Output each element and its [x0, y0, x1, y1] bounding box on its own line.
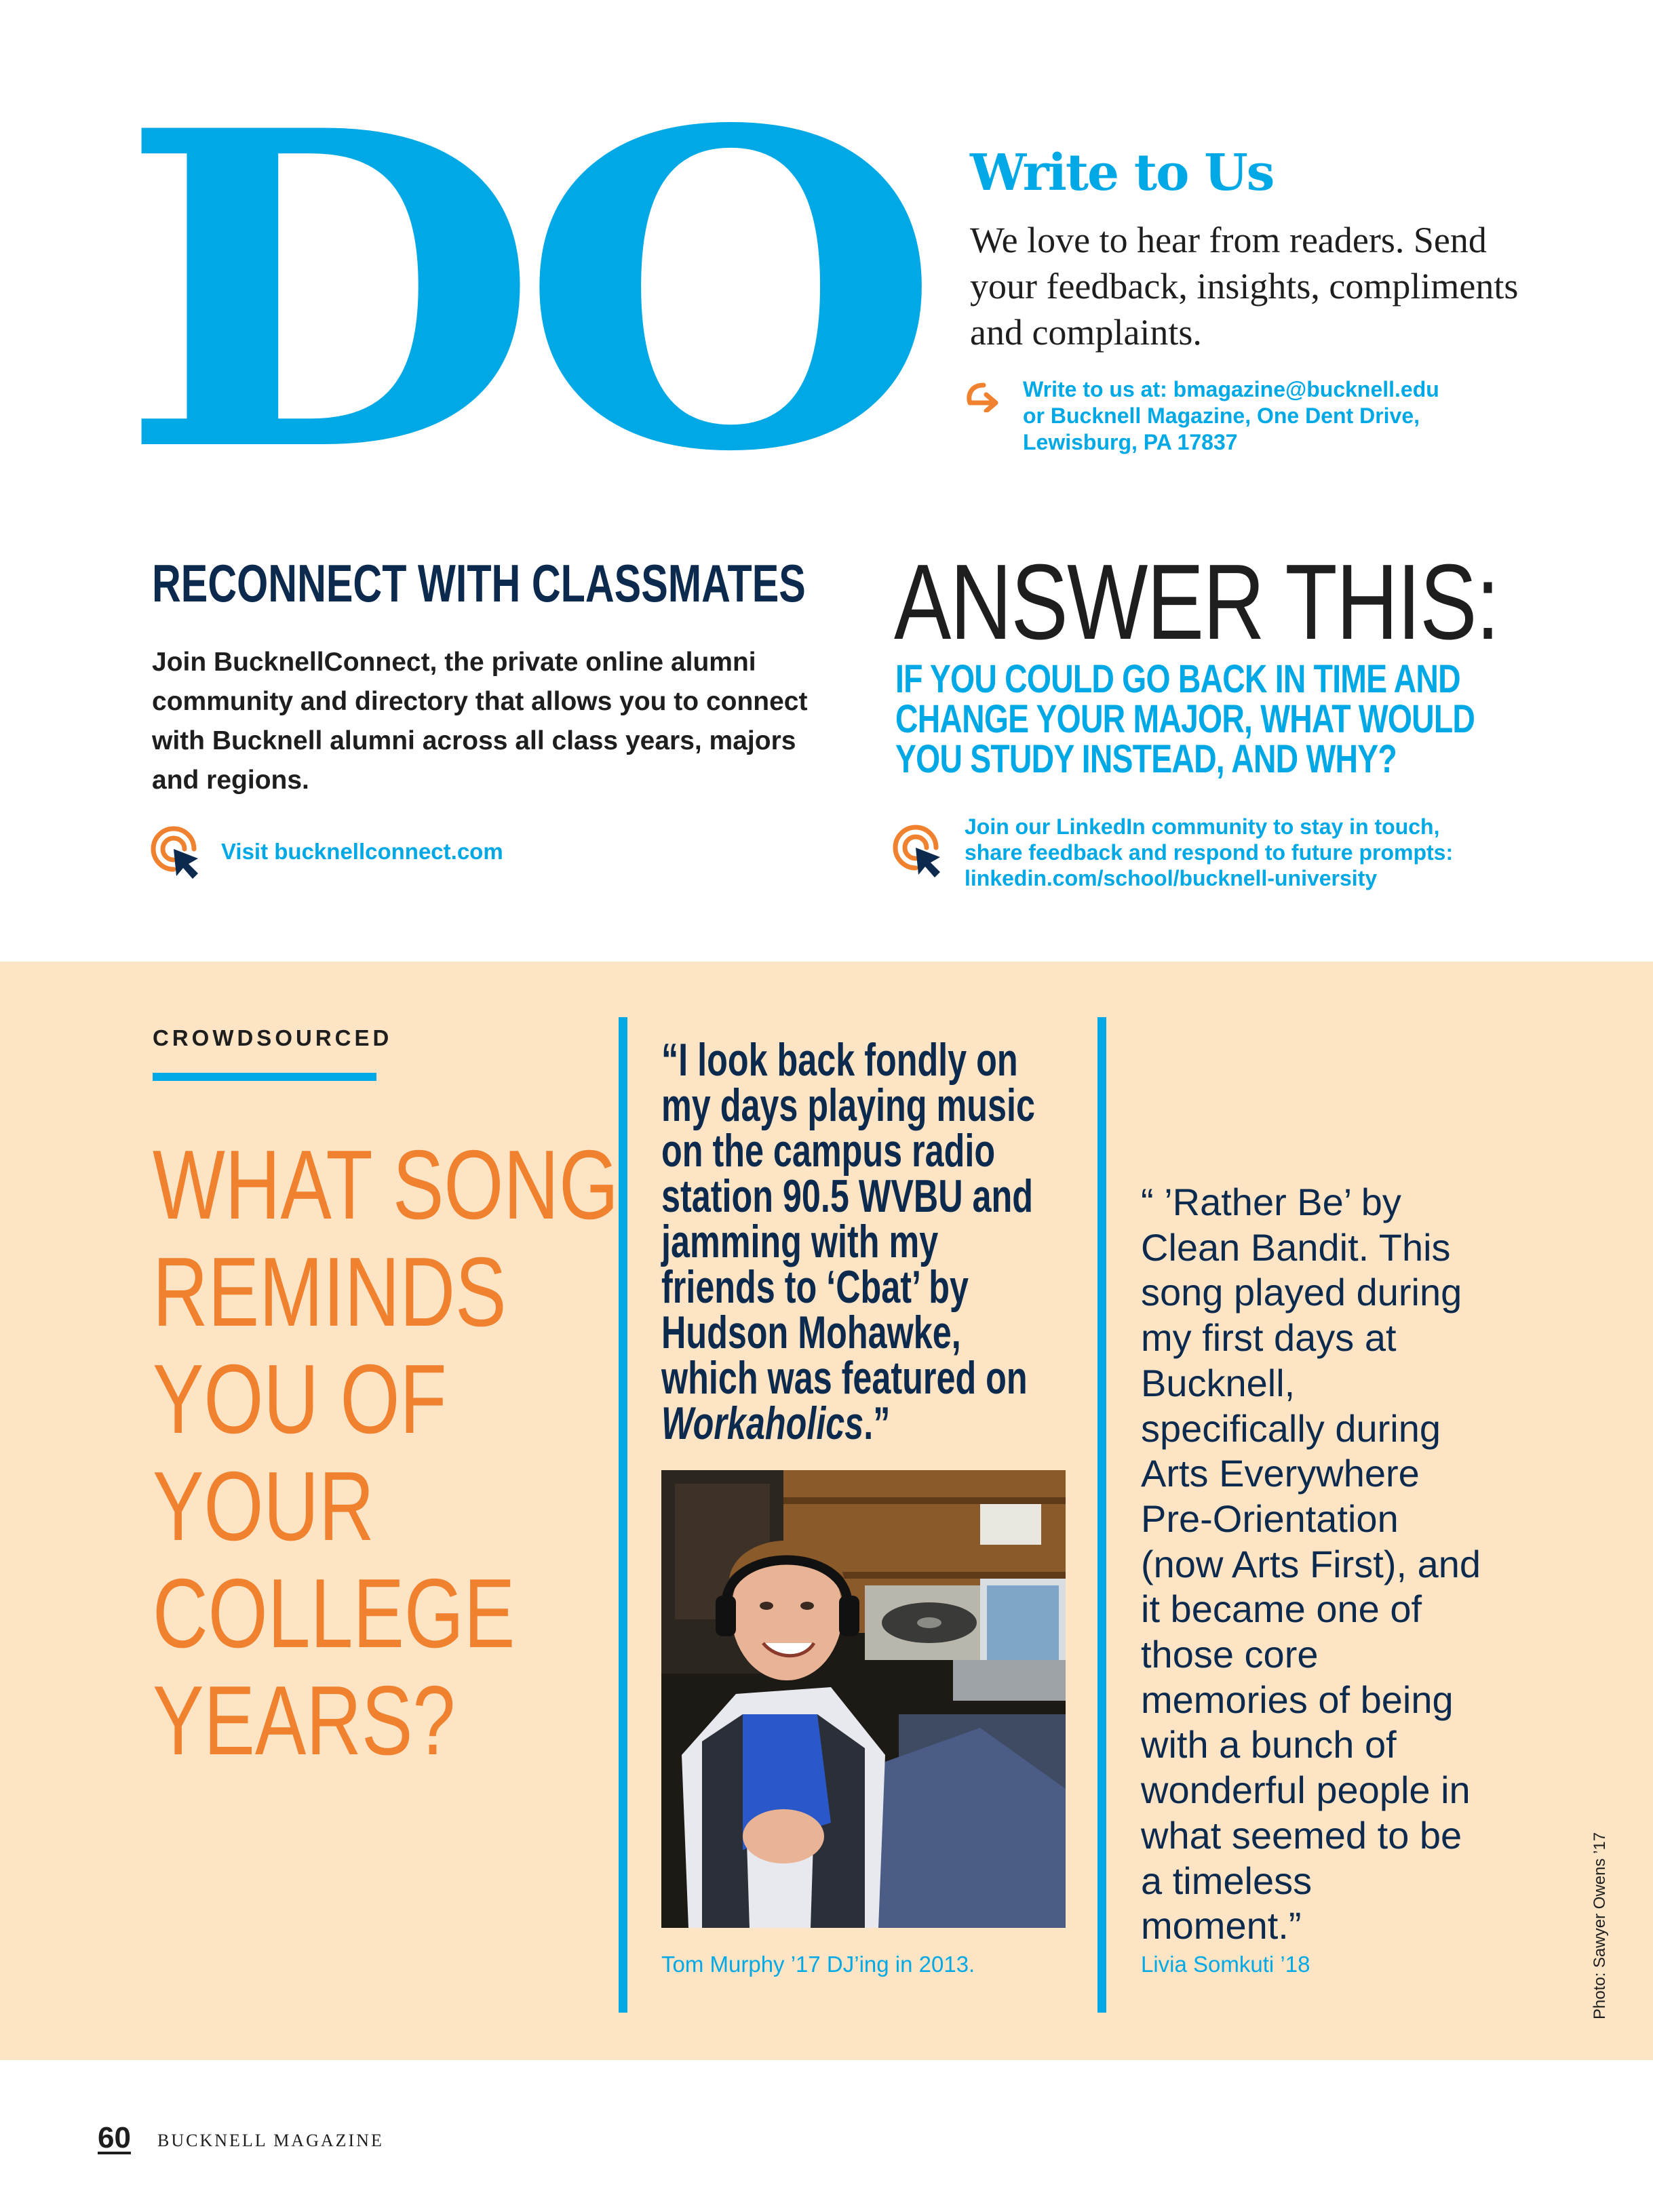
quote-line-last — [661, 1398, 1023, 1449]
quote-line: Arts Everywhere — [1141, 1452, 1420, 1495]
quote-line: my first days at — [1141, 1316, 1397, 1360]
photo-credit: Photo: Sawyer Owens ’17 — [1591, 1832, 1609, 2019]
reconnect-title: RECONNECT WITH CLASSMATES — [152, 553, 806, 613]
quote-line: it became one of — [1141, 1587, 1422, 1631]
publication-name: BUCKNELL MAGAZINE — [157, 2131, 384, 2150]
quote-tom-murphy — [661, 1034, 1150, 1449]
address-line[interactable]: Write to us at: bmagazine@bucknell.edu — [1023, 377, 1439, 401]
bucknellconnect-link[interactable]: Visit bucknellconnect.com — [221, 839, 503, 864]
quote-line: Hudson Mohawke, — [661, 1307, 961, 1358]
quote-line: specifically during — [1141, 1406, 1441, 1450]
question-line: IF YOU COULD GO BACK IN TIME AND — [895, 657, 1460, 701]
section-label: CROWDSOURCED — [153, 1025, 393, 1050]
section-rule — [153, 1073, 376, 1081]
prompt-line: share feedback and respond to future prompts: — [965, 840, 1454, 865]
quote-livia-somkuti — [1141, 1180, 1561, 1949]
address-line: Lewisburg, PA 17837 — [1023, 430, 1238, 454]
question-line: WHAT SONG — [153, 1130, 619, 1240]
quote-line: moment.” — [1141, 1904, 1302, 1948]
write-to-us-address — [1023, 376, 1538, 456]
question-line: COLLEGE — [153, 1558, 516, 1668]
quote-line: on the campus radio — [661, 1125, 996, 1177]
photo-caption: Tom Murphy ’17 DJ’ing in 2013. — [661, 1952, 975, 1977]
quote-line: those core — [1141, 1633, 1319, 1676]
do-heading: DO — [119, 37, 922, 547]
crowdsourced-question — [153, 1131, 695, 1774]
quote-line: song played during — [1141, 1271, 1462, 1314]
quote-attribution: Livia Somkuti ’18 — [1141, 1952, 1310, 1977]
question-line: YOUR — [153, 1451, 374, 1561]
quote-line: Pre-Orientation — [1141, 1497, 1399, 1540]
click-cursor-icon — [147, 822, 209, 884]
quote-line: a timeless — [1141, 1859, 1312, 1902]
quote-line: what seemed to be — [1141, 1813, 1462, 1857]
quote-line: Bucknell, — [1141, 1361, 1296, 1404]
reconnect-body: Join BucknellConnect, the private online alumni community and directory that allows you to connect with Bucknell alumni across all class years, majors and regions. — [152, 648, 808, 795]
quote-line: memories of being — [1141, 1678, 1454, 1721]
quote-line: wonderful people in — [1141, 1769, 1471, 1812]
quote-line: which was featured on — [661, 1352, 1028, 1404]
show-title: Workaholics — [661, 1398, 864, 1449]
question-line: YOU OF — [153, 1344, 447, 1454]
quote-line: “ ’Rather Be’ by — [1141, 1181, 1401, 1223]
page-number: 60 — [98, 2121, 131, 2154]
click-cursor-icon — [889, 821, 951, 883]
quote-line: “I look back fondly on — [661, 1034, 1018, 1086]
question-line: YEARS? — [153, 1665, 456, 1775]
question-line: YOU STUDY INSTEAD, AND WHY? — [895, 737, 1397, 781]
column-rule — [619, 1017, 627, 2013]
write-to-us-body: We love to hear from readers. Send your feedback, insights, compliments and complaints. — [970, 220, 1519, 353]
dj-photo-illustration — [661, 1470, 1066, 1928]
dj-photo — [661, 1470, 1066, 1928]
address-line: or Bucknell Magazine, One Dent Drive, — [1023, 403, 1420, 428]
quote-end: .” — [863, 1398, 891, 1449]
linkedin-prompt — [965, 814, 1616, 891]
curved-arrow-icon — [963, 380, 1005, 412]
prompt-line: Join our LinkedIn community to stay in touch, — [965, 814, 1440, 839]
answer-this-title: ANSWER THIS: — [894, 542, 1499, 662]
quote-line: Clean Bandit. This — [1141, 1225, 1451, 1269]
quote-line: station 90.5 WVBU and — [661, 1170, 1034, 1222]
quote-line: jamming with my — [661, 1216, 939, 1267]
quote-line: my days playing music — [661, 1080, 1035, 1131]
quote-line: (now Arts First), and — [1141, 1542, 1481, 1585]
linkedin-link[interactable]: linkedin.com/school/bucknell-university — [965, 866, 1378, 890]
question-line: CHANGE YOUR MAJOR, WHAT WOULD — [895, 697, 1475, 741]
quote-line: with a bunch of — [1141, 1723, 1397, 1766]
question-line: REMINDS — [153, 1237, 507, 1347]
answer-this-question — [895, 659, 1641, 779]
write-to-us-title: Write to Us — [970, 144, 1274, 202]
quote-line: friends to ‘Cbat’ by — [661, 1261, 969, 1313]
